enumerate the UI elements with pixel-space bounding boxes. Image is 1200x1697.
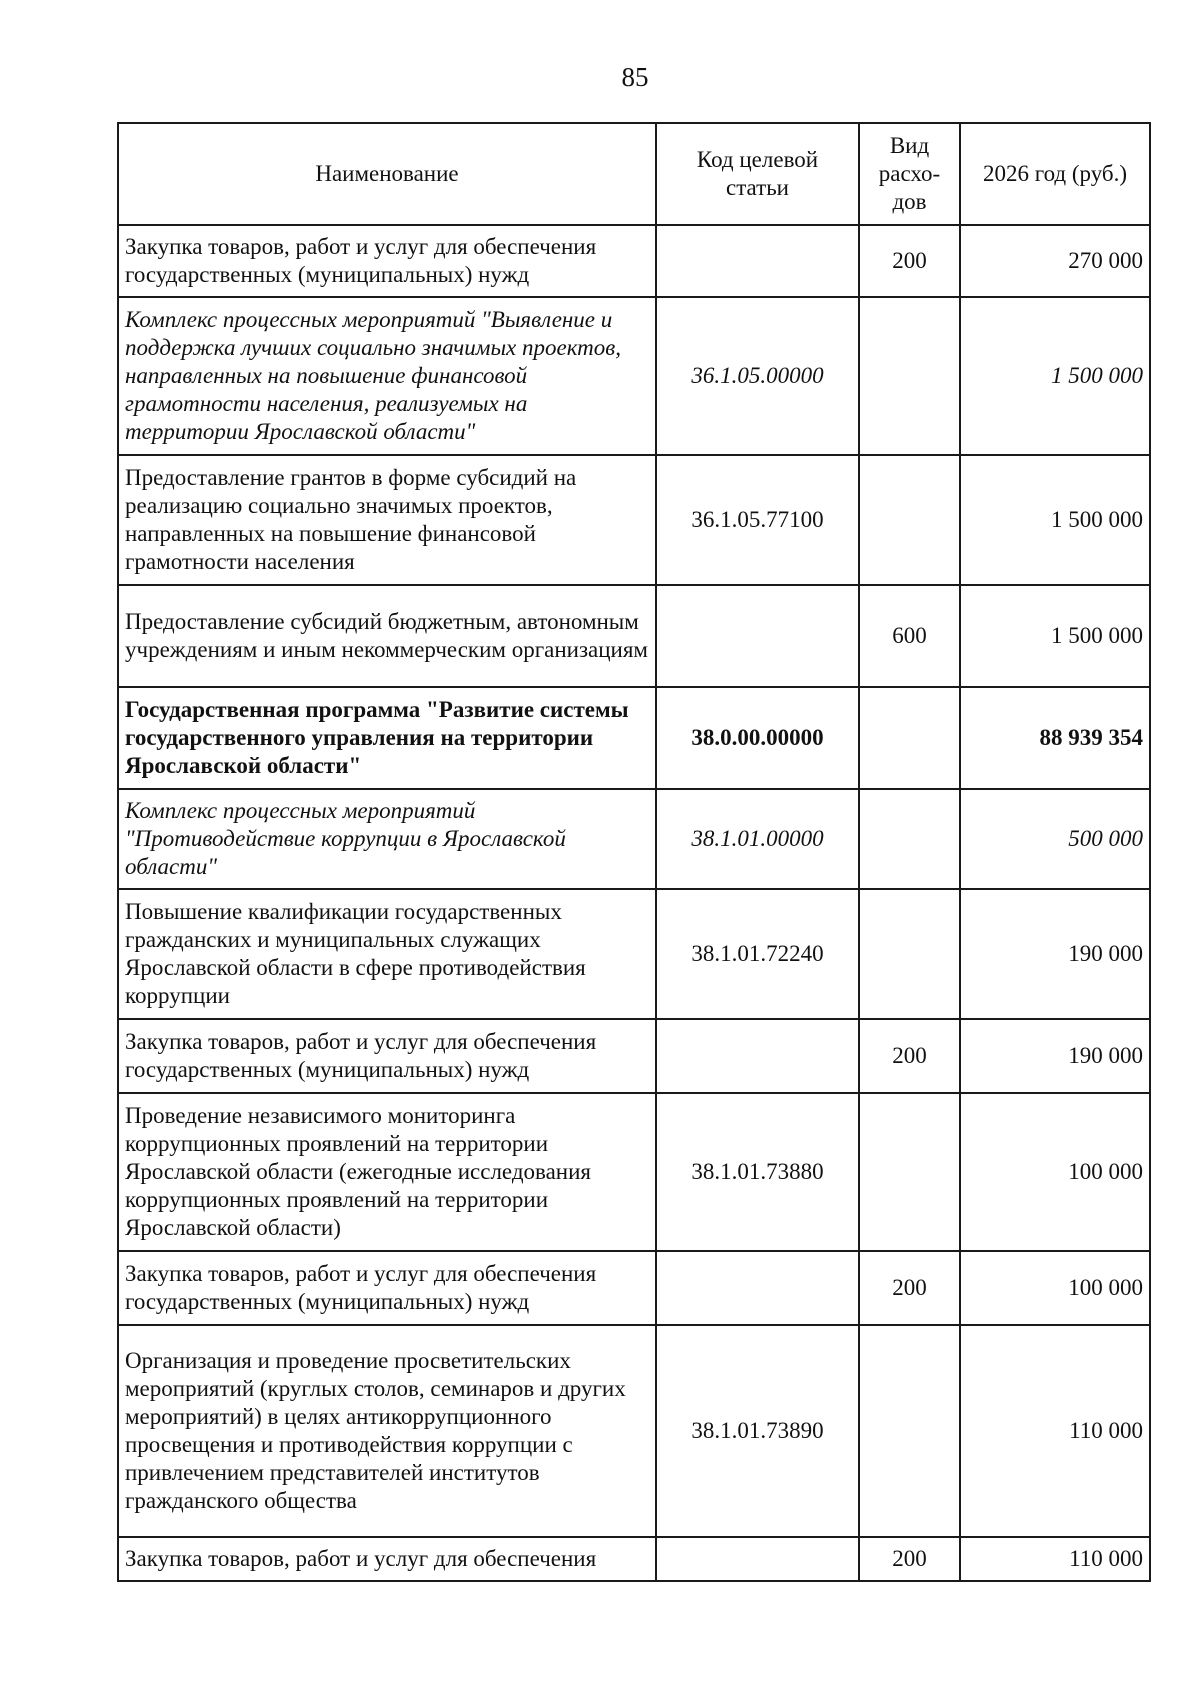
row-kind: 200 (859, 225, 960, 297)
row-code: 38.1.01.73880 (656, 1093, 859, 1251)
row-code: 36.1.05.00000 (656, 297, 859, 455)
row-kind (859, 789, 960, 889)
row-sum: 110 000 (960, 1325, 1150, 1537)
table-row (118, 585, 1150, 687)
row-sum: 88 939 354 (960, 687, 1150, 789)
row-code (656, 1251, 859, 1325)
row-name: Комплекс процессных мероприятий "Выявление и поддержка лучших социально значимых проектов, направленных на повышение финансовой грамотности населения, реализуемых на территории Ярославской области" (118, 297, 656, 455)
table-row (118, 1093, 1150, 1251)
header-sum: 2026 год (руб.) (960, 123, 1150, 225)
row-code: 38.1.01.73890 (656, 1325, 859, 1537)
row-sum: 100 000 (960, 1093, 1150, 1251)
row-kind (859, 455, 960, 585)
table-row (118, 789, 1150, 889)
row-sum: 110 000 (960, 1537, 1150, 1581)
row-code: 38.0.00.00000 (656, 687, 859, 789)
page-number: 85 (621, 62, 649, 92)
row-code: 36.1.05.77100 (656, 455, 859, 585)
table-row (118, 455, 1150, 585)
row-sum: 100 000 (960, 1251, 1150, 1325)
row-name: Государственная программа "Развитие системы государственного управления на территории Ярославской области" (118, 687, 656, 789)
row-kind: 200 (859, 1537, 960, 1581)
row-code (656, 225, 859, 297)
row-kind (859, 1325, 960, 1537)
row-code (656, 585, 859, 687)
row-name: Предоставление грантов в форме субсидий на реализацию социально значимых проектов, направленных на повышение финансовой грамотности населения (118, 455, 656, 585)
row-kind: 200 (859, 1251, 960, 1325)
row-sum: 190 000 (960, 889, 1150, 1019)
row-name: Организация и проведение просветительских мероприятий (круглых столов, семинаров и других мероприятий) в целях антикоррупционного просвещения и противодействия коррупции с привлечением представителей институтов гражданского общества (118, 1325, 656, 1537)
row-code (656, 1019, 859, 1093)
table-row (118, 1537, 1150, 1581)
table-row (118, 687, 1150, 789)
row-sum: 190 000 (960, 1019, 1150, 1093)
row-sum: 1 500 000 (960, 585, 1150, 687)
table-header-row (118, 123, 1150, 225)
row-name: Закупка товаров, работ и услуг для обеспечения государственных (муниципальных) нужд (118, 225, 656, 297)
row-code (656, 1537, 859, 1581)
table-row (118, 1019, 1150, 1093)
table-row (118, 225, 1150, 297)
row-name: Закупка товаров, работ и услуг для обеспечения государственных (муниципальных) нужд (118, 1019, 656, 1093)
row-kind: 600 (859, 585, 960, 687)
header-code: Код целевой статьи (656, 123, 859, 225)
row-kind: 200 (859, 1019, 960, 1093)
row-name: Проведение независимого мониторинга коррупционных проявлений на территории Ярославской области (ежегодные исследования коррупционных проявлений на территории Ярославской области) (118, 1093, 656, 1251)
row-name: Комплекс процессных мероприятий "Противодействие коррупции в Ярославской области" (118, 789, 656, 889)
row-sum: 500 000 (960, 789, 1150, 889)
table-row (118, 1325, 1150, 1537)
row-code: 38.1.01.72240 (656, 889, 859, 1019)
header-kind: Вид расхо-дов (859, 123, 960, 225)
table-row (118, 1251, 1150, 1325)
row-kind (859, 889, 960, 1019)
row-name: Закупка товаров, работ и услуг для обеспечения государственных (муниципальных) нужд (118, 1251, 656, 1325)
row-kind (859, 687, 960, 789)
header-name: Наименование (118, 123, 656, 225)
row-name: Закупка товаров, работ и услуг для обеспечения (118, 1537, 656, 1581)
row-code: 38.1.01.00000 (656, 789, 859, 889)
row-sum: 1 500 000 (960, 297, 1150, 455)
row-name: Предоставление субсидий бюджетным, автономным учреждениям и иным некоммерческим организациям (118, 585, 656, 687)
row-kind (859, 297, 960, 455)
row-name: Повышение квалификации государственных гражданских и муниципальных служащих Ярославской области в сфере противодействия коррупции (118, 889, 656, 1019)
row-sum: 270 000 (960, 225, 1150, 297)
table-row (118, 297, 1150, 455)
budget-table (117, 122, 1151, 1582)
row-kind (859, 1093, 960, 1251)
row-sum: 1 500 000 (960, 455, 1150, 585)
table-row (118, 889, 1150, 1019)
